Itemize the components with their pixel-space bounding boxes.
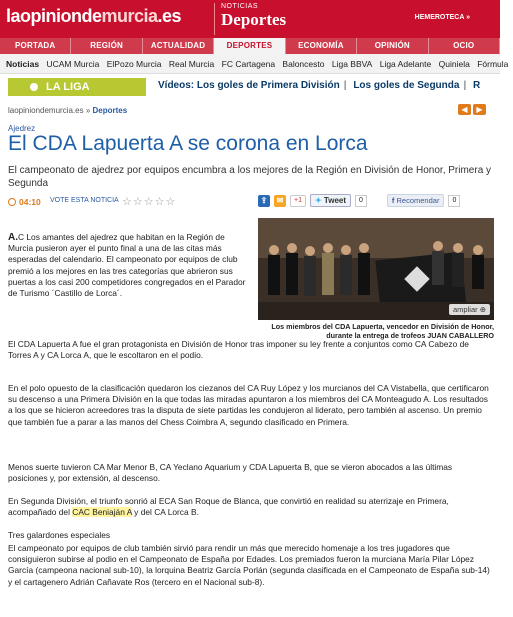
twitter-bird-icon: ✦ [314, 196, 322, 205]
article-kicker[interactable]: Ajedrez [8, 124, 36, 133]
subnav-item[interactable]: Noticias [6, 59, 40, 69]
subnav-item[interactable]: Liga BBVA [331, 59, 373, 69]
liga-link[interactable]: R [473, 80, 481, 91]
prev-article-button[interactable]: ◀ [458, 104, 471, 115]
article-paragraph: El CDA Lapuerta A fue el gran protagonista en División de Honor tras imponer su ley frente a conjuntos como CA Cabezo de Torres A y CA Lorca A, que le escoltaron en el podio. [8, 339, 469, 361]
section-label: NOTICIAS [221, 3, 259, 10]
subnav-item[interactable]: UCAM Murcia [46, 59, 100, 69]
ball-icon [30, 83, 38, 91]
subnav-item[interactable]: Fórmula [477, 59, 509, 69]
breadcrumb-section[interactable]: Deportes [92, 106, 128, 115]
article-subtitle: El campeonato de ajedrez por equipos encumbra a los mejores de la Región en División de Honor, Primera y Segunda [8, 165, 492, 189]
article-paragraph: A.C Los amantes del ajedrez que habitan en la Región de Murcia pusieron ayer el punto final a una de las citas más esperadas del calendario. El campeonato por equipos de club premió a los mejores en las tres categorías que abrieron sus puertas a los casi 200 competidores congregados en el Parador de Turismo ´Castillo de Lorca´. [8, 232, 246, 299]
hemeroteca-link[interactable]: HEMEROTECA » [414, 14, 470, 21]
article-headline: El CDA Lapuerta A se corona en Lorca [8, 132, 368, 155]
tweet-count: 0 [355, 195, 367, 207]
sub-nav [0, 54, 509, 74]
liga-links [158, 80, 484, 91]
article-pager [458, 104, 486, 115]
nav-portada[interactable]: PORTADA [0, 38, 71, 54]
article-photo[interactable] [258, 218, 494, 320]
article-paragraph: El campeonato por equipos de club también sirvió para rendir un más que merecido homenaje a los tres jugadores que consiguieron subirse al podio en el Campeonato de España por Edades. Los premiados fueron la murciana María Pilar López García (campeona nacional sub-10), la lorquina Beatriz García Porlán (segunda clasificada en el Campeonato de España sub-14) y el cartagenero Adrián Cañavate Ros (tercero en el Nacional sub-8). [8, 543, 490, 587]
breadcrumb-site[interactable]: laopiniondemurcia.es [8, 106, 84, 115]
nav-actualidad[interactable]: ACTUALIDAD [143, 38, 214, 54]
site-header [0, 0, 500, 38]
rating-stars[interactable]: ☆☆☆☆☆ [122, 196, 177, 208]
nav-economia[interactable]: ECONOMÍA [286, 38, 357, 54]
breadcrumb: laopiniondemurcia.es » Deportes [8, 106, 128, 115]
zoom-icon: ⊕ [479, 305, 486, 314]
share-bar [258, 194, 460, 207]
article-paragraph: En el polo opuesto de la clasificación quedaron los ciezanos del CA Ruy López y los murcianos del CA Vistabella, que certificaron su descenso a una Primera División en la que todas las miradas apuntaron a los miembros del CA Monteagudo A. Los resultados a los que se hicieron acreedores tras la disputa de siete partidas les condujeron al liderato, pero también al ascenso. Un premio que también fue a parar a las manos del Chess Coimbra A, segundo clasificado en Primera. [8, 383, 489, 427]
subnav-item[interactable]: Liga Adelante [379, 59, 432, 69]
photo-caption: Los miembros del CDA Lapuerta, vencedor en División de Honor, durante la entrega de trofeos JUAN CABALLERO [271, 322, 494, 340]
subnav-item[interactable]: FC Cartagena [221, 59, 276, 69]
gplus-button[interactable]: +1 [290, 195, 306, 207]
share-icon[interactable]: ⇪ [258, 195, 270, 207]
article-paragraph: En Segunda División, el triunfo sonrió al ECA San Roque de Blanca, que convirtió en realidad su aterrizaje en Primera, acompañado del CAC Beniaján A y del CA Lorca B. [8, 496, 449, 518]
subnav-item[interactable]: ElPozo Murcia [106, 59, 162, 69]
vote-label: VOTE ESTA NOTICIA [50, 197, 119, 204]
subnav-item[interactable]: Real Murcia [168, 59, 215, 69]
subnav-item[interactable]: Quiniela [438, 59, 470, 69]
section-name: Deportes [221, 10, 287, 29]
section-heading [214, 3, 286, 35]
liga-link[interactable]: Los goles de Segunda [353, 80, 460, 91]
separator: | [343, 80, 347, 91]
enlarge-photo-button[interactable]: ampliar ⊕ [449, 304, 490, 315]
clock-icon [8, 198, 16, 206]
subnav-item[interactable]: Baloncesto [282, 59, 325, 69]
facebook-recommend-button[interactable]: f Recomendar [387, 194, 445, 207]
separator: | [463, 80, 467, 91]
facebook-icon: f [391, 196, 395, 205]
article-paragraph: Menos suerte tuvieron CA Mar Menor B, CA Yeclano Aquarium y CDA Lapuerta B, que se vieron abocados a las últimas posiciones y, por extensión, al descenso. [8, 462, 453, 484]
fb-count: 0 [448, 195, 460, 207]
next-article-button[interactable]: ▶ [473, 104, 486, 115]
article-meta [8, 197, 492, 211]
send-icon[interactable]: ✉ [274, 195, 286, 207]
main-nav [0, 38, 500, 54]
liga-bar [0, 76, 500, 98]
liga-label[interactable]: LA LIGA [8, 78, 146, 96]
liga-link[interactable]: Vídeos: Los goles de Primera División [158, 80, 340, 91]
nav-region[interactable]: REGIÓN [71, 38, 142, 54]
nav-opinion[interactable]: OPINIÓN [357, 38, 428, 54]
site-logo[interactable]: laopiniondemurcia.es [6, 6, 182, 26]
article-subheading: Tres galardones especiales [8, 530, 111, 540]
nav-deportes[interactable]: DEPORTES [214, 38, 285, 54]
highlighted-team: CAC Beniaján A [72, 507, 132, 518]
nav-ocio[interactable]: OCIO [429, 38, 500, 54]
article-time: 04:10 [19, 197, 41, 207]
tweet-button[interactable]: ✦ Tweet [310, 194, 351, 207]
